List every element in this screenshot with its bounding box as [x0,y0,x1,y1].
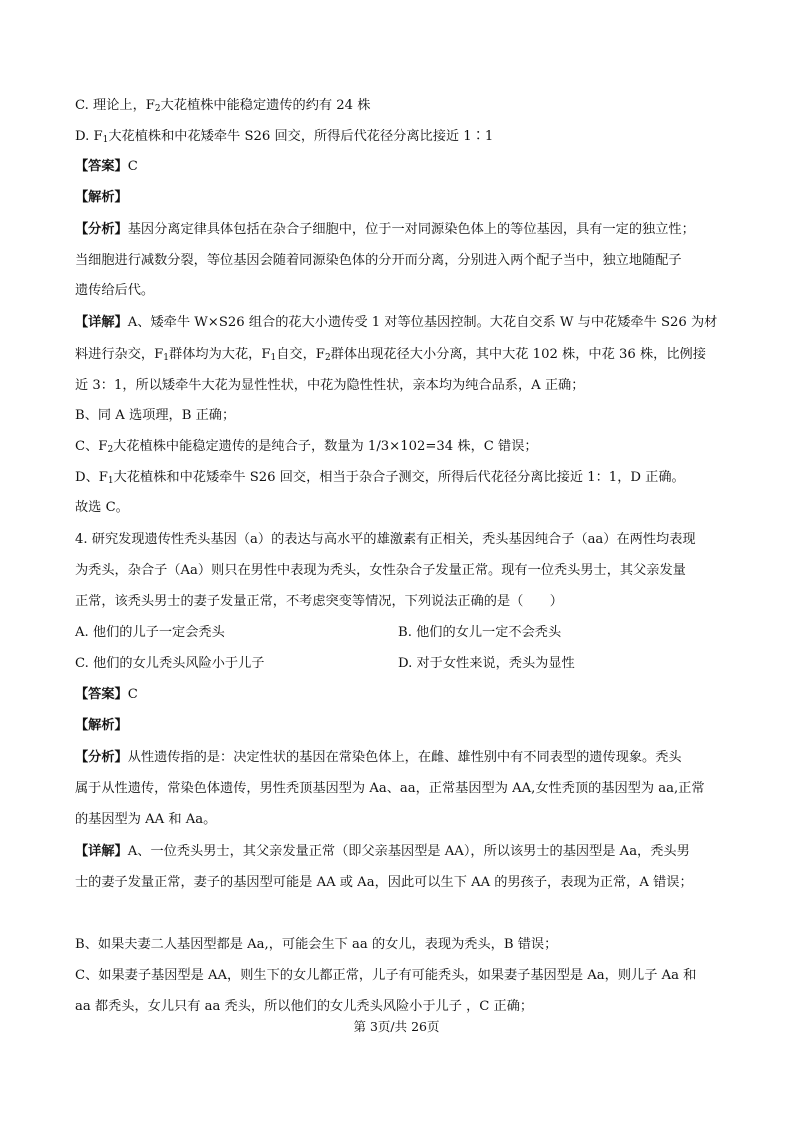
xiangjie-line-1: 【详解】A、矮牵牛 W×S26 组合的花大小遗传受 1 对等位基因控制。大花自交系 W 与中花矮牵牛 S26 为材 [75,315,718,330]
xiangjie-line-2: 料进行杂交，$F_1$群体均为大花，$F_1$自交，$F_2$群体出现花径大小分离，其中大花 102 株，中花 36 株，比例接 [75,347,706,363]
xiangjie-line-3: 近 3：1，所以矮牵牛大花为显性性状，中花为隐性性状，亲本均为纯合品系，A 正确； [75,378,585,393]
line-option-d: D. $F_1$大花植株和中花矮牵牛 S26 回交，所得后代花径分离比接近 1∶1 [75,129,494,145]
xiangjie2-line-c1: C、如果妻子基因型是 AA，则生下的女儿都正常，儿子有可能秃头，如果妻子基因型是 Aa，则儿子 Aa 和 [75,968,697,983]
fenxi-line-2: 当细胞进行减数分裂，等位基因会随着同源染色体的分开而分离，分别进入两个配子当中，独立地随配子 [75,253,682,268]
option-d: D. 对于女性来说，秃头为显性 [398,656,575,671]
xiangjie2-line-c2: aa 都秃头，女儿只有 aa 秃头，所以他们的女儿秃头风险小于儿子 ，C 正确； [75,999,534,1014]
xiangjie2-line-2: 士的妻子发量正常，妻子的基因型可能是 AA 或 Aa，因此可以生下 AA 的男孩子，表现为正常，A 错误； [75,875,693,890]
page-footer: 第 3页/共 26页 [353,1019,440,1034]
option-a: A. 他们的儿子一定会秃头 [75,625,225,640]
xiangjie2-line-1: 【详解】A、一位秃头男士，其父亲发量正常（即父亲基因型是 AA），所以该男士的基因型是 Aa，秃头男 [75,844,690,859]
option-c: C. 他们的女儿秃头风险小于儿子 [75,656,265,671]
question-4-line-2: 为秃头，杂合子（Aa）则只在男性中表现为秃头，女性杂合子发量正常。现有一位秃头男士，其父亲发量 [75,563,686,578]
question-4-line-1: 4. 研究发现遗传性秃头基因（a）的表达与高水平的雄激素有正相关，秃头基因纯合子（aa）在两性均表现 [75,532,696,547]
analysis-heading: 【解析】 [75,190,128,205]
fenxi-line-1: 【分析】基因分离定律具体包括在杂合子细胞中，位于一对同源染色体上的等位基因，具有一定的独立性； [75,222,695,237]
analysis-heading-2: 【解析】 [75,718,128,733]
fenxi2-line-1: 【分析】从性遗传指的是：决定性状的基因在常染色体上，在雌、雄性别中有不同表型的遗传现象。秃头 [75,750,682,765]
xiangjie-line-c: C、$F_2$大花植株中能稳定遗传的是纯合子，数量为 1/3×102=34 株，C 错误； [75,439,538,455]
question-4-line-3: 正常，该秃头男士的妻子发量正常，不考虑突变等情况，下列说法正确的是（ ） [75,594,563,609]
xiangjie-line-d: D、$F_1$大花植株和中花矮牵牛 S26 回交，相当于杂合子测交，所得后代花径分离比接近 1：1，D 正确。 [75,470,685,486]
conclusion-line: 故选 C。 [75,500,129,515]
fenxi2-line-3: 的基因型为 AA 和 Aa。 [75,812,217,827]
xiangjie-line-b: B、同 A 选项理，B 正确； [75,408,236,423]
answer-line-2: 【答案】C [75,687,138,702]
answer-line: 【答案】C [75,159,138,174]
xiangjie2-line-b: B、如果夫妻二人基因型都是 Aa,，可能会生下 aa 的女儿，表现为秃头，B 错误； [75,937,558,952]
line-option-c: C. 理论上，$F_2$大花植株中能稳定遗传的约有 24 株 [75,98,371,114]
option-b: B. 他们的女儿一定不会秃头 [398,625,562,640]
fenxi2-line-2: 属于从性遗传，常染色体遗传，男性秃顶基因型为 Aa、aa，正常基因型为 AA,女性秃顶的基因型为 aa,正常 [75,781,705,796]
fenxi-line-3: 遗传给后代。 [75,283,155,298]
